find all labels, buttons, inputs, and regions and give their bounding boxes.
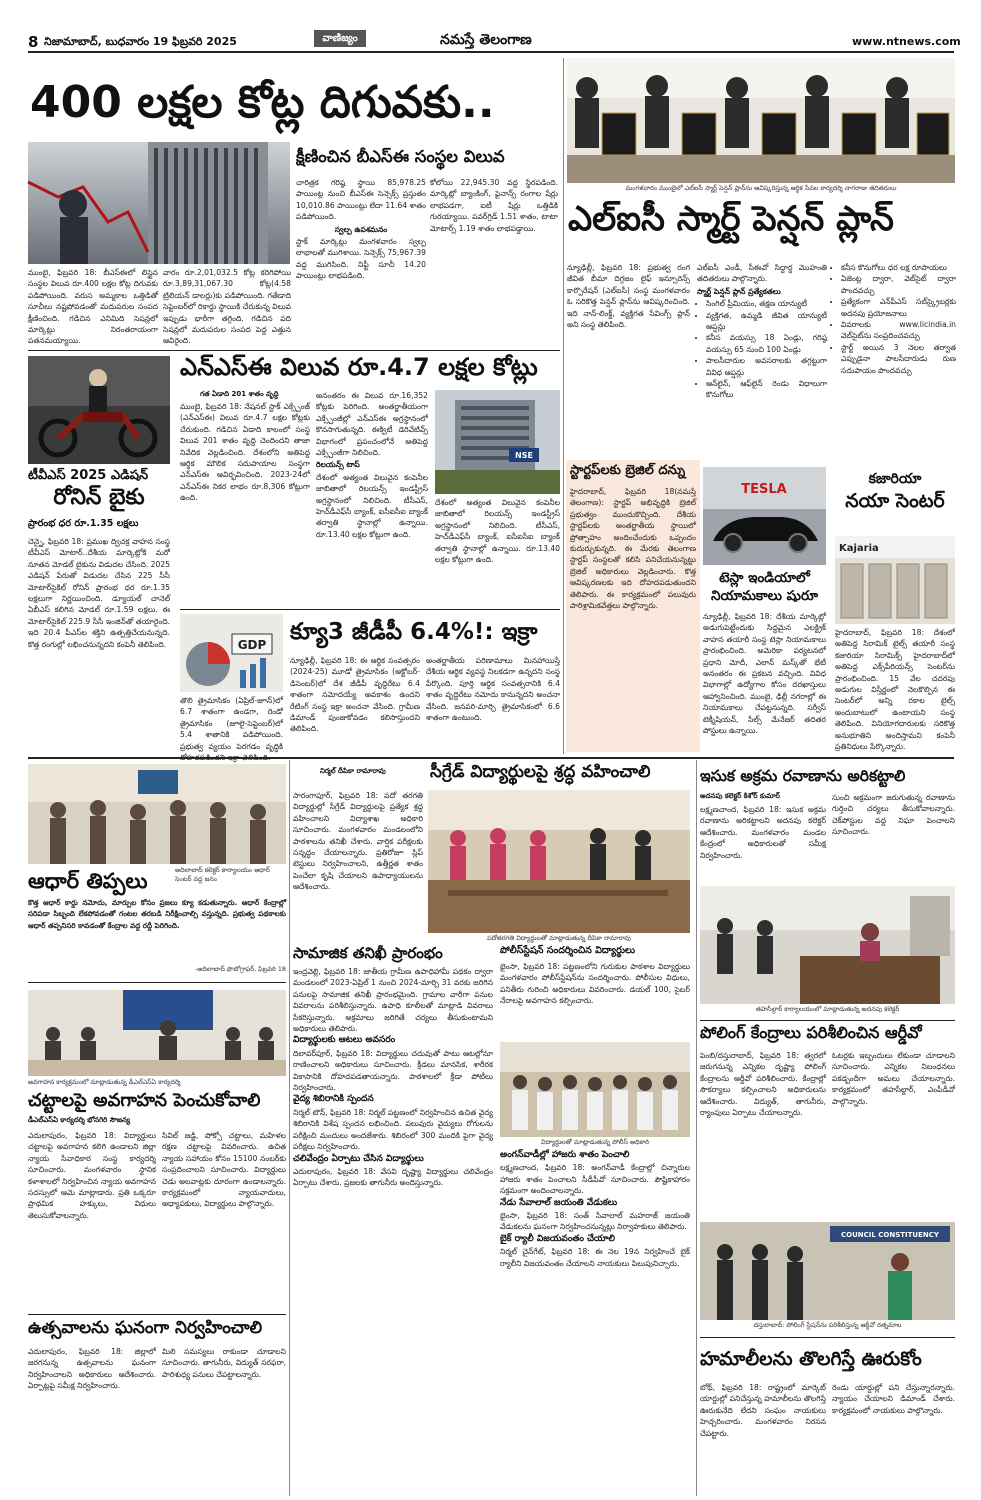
- nse-col2-text: అనంతరం ఈ విలువ రూ.16,352 కోట్లకు పెరిగింది. అంతర్జాతీయంగా ఎక్స్చేంజీల్లో ఎన్‌ఎస్‌ఈ అగ్రస్థానంలో కొనసాగుతున్నది. ఈక్విటీ డెరివేటివ్స్ విభాగంలో ప్రపంచంలోనే అతిపెద్ద ఎక్స్చేంజీగా నిలిచింది.: [316, 391, 428, 458]
- social-sub2: వైద్య శిబిరానికి స్పందన: [293, 1094, 374, 1105]
- kajaria-store-image: [835, 536, 955, 624]
- gdp-photo: [180, 614, 283, 692]
- ronin-headline2: రోనిన్ బైకు: [53, 485, 145, 510]
- chattalu-col2: సివిల్ జడ్జి, పోక్సో చట్టాలు, మహిళల రక్షణ చట్టాలపై వివరించారు. ఉచిత న్యాయ సహాయం కోసం 15100 నంబర్‌కు సంప్రదించాలని సూచించారు. విద్యార్థులు చెడు అలవాట్లకు దూరంగా ఉండాలన్నారు. కార్యక్రమంలో న్యాయవాదులు, అధ్యాపకులు, విద్యార్థులు పాల్గొన్నారు.: [162, 1131, 286, 1209]
- lic-feature: • ప్రత్యేకంగా ఎన్‌పీఎస్ సబ్‌స్క్రైబర్లకు అదనపు ప్రయోజనాలు: [841, 296, 956, 319]
- police-body4: నిర్మల్ చైన్‌గేట్, ఫిబ్రవరి 18: ఈ నెల 19న నిర్వహించే బైక్ ర్యాలీని విజయవంతం చేయాలని నాయకులు పిలుపునిచ్చారు.: [500, 1247, 690, 1268]
- lic-feature: • కనీస వయస్సు 18 ఏండ్లు, గరిష్ఠ వయస్సు 65 నుంచి 100 ఏండ్లు: [706, 332, 827, 355]
- police-col: [500, 1150, 690, 1495]
- s1-body-right3: కోలోయి 22,945.30 వద్ద స్థిరపడింది. మార్కెట్లో బ్యాంకింగ్, ఫైనాన్స్ రంగాల షేర్లు లాభపడగా, ఐటీ షేర్లు ఒత్తిడికి గురయ్యాయి. పవర్‌గ్రిడ్ 1.51 శాతం, టాటా మోటార్స్ 1.19 శాతం లాభపడ్డాయి.: [430, 178, 558, 233]
- chattalu-col1: ఎదులాపురం, ఫిబ్రవరి 18: విద్యార్థులు చట్టాలపై అవగాహన కలిగి ఉండాలని జిల్లా న్యాయ సేవాధికార సంస్థ కార్యదర్శి సూచించారు. మంగళవారం స్థానిక కళాశాలలో నిర్వహించిన న్యాయ అవగాహన సదస్సులో ఆమె మాట్లాడారు. ప్రతి ఒక్కరూ ప్రాథమిక హక్కులు, విధులు తెలుసుకోవాలన్నారు.: [28, 1131, 156, 1220]
- nse-subsection: రిలయన్స్ టాప్: [316, 460, 360, 470]
- police-headline: పోలీస్‌స్టేషన్ సందర్శించిన విద్యార్థులు: [500, 945, 636, 956]
- ronin-body: చెన్నై, ఫిబ్రవరి 18: ప్రముఖ ద్విచక్ర వాహన సంస్థ టీవీఎస్ మోటార్..దేశీయ మార్కెట్లోకి మరో నూతన మోడల్ బైకును విడుదల చేసింది. 2025 ఎడిషన్ పేరుతో విడుదల చేసిన 225 సీసీ మోటార్‌సైకిల్ రోనిన్ ప్రారంభ ధర రూ.1.35 లక్షలుగా నిర్ణయించింది. డ్యూయల్ చానెల్ ఏబీఎస్ కలిగిన మోడల్ రూ.1.59 లక్షలు. ఈ మోటార్‌సైకిల్ 225.9 సీసీ ఇంజిన్‌తో తయారైంది. ఇది 20.4 పీఎస్‌ల శక్తిని ఉత్పత్తిచేయనున్నది. కొత్త రంగుల్లో లభించనున్నదని కంపెనీ తెలిపింది.: [28, 537, 170, 649]
- police-sub1: అంగన్‌వాడీల్లో హాజరు శాతం పెంచాలి: [500, 1150, 630, 1160]
- lic-photo: [567, 58, 955, 183]
- page-number: 8: [28, 33, 39, 51]
- lic-feature: • వివరాలకు www.licindia.in వెబ్‌సైట్‌ను సంప్రదించవచ్చు: [841, 319, 956, 342]
- chattalu-caption: అవగాహన కార్యక్రమంలో మాట్లాడుతున్న డీఎల్‌ఎస్‌ఏ కార్యదర్శి: [28, 1078, 181, 1086]
- lic-caption: మంగళవారం ముంబైలో ఎల్‌ఐసీ స్మార్ట్ పెన్షన్ ప్లాన్‌ను ఆవిష్కరిస్తున్న ఆర్థిక సేవల కార్యదర్శి నాగరాజు తదితరులు: [625, 184, 897, 192]
- police-photo: [500, 1042, 690, 1137]
- lic-col2-intro: ఎల్‌ఐసీ ఎండీ, సీఈవో సిద్ధార్థ మొహంతి తదితరులు పాల్గొన్నారు.: [697, 263, 827, 284]
- sand-col1: లక్ష్మణచాంద, ఫిబ్రవరి 18: ఇసుక అక్రమ రవాణాను అరికట్టాలని అదనపు కలెక్టర్ ఆదేశించారు. మంగళవారం మండల కేంద్రంలో అధికారులతో సమీక్ష నిర్వహించారు.: [700, 805, 826, 860]
- brazil-body: హైదరాబాద్, ఫిబ్రవరి 18(నమస్తే తెలంగాణ): స్టార్టప్ అభివృద్ధికి బ్రెజిల్ ప్రభుత్వం ముందుకొచ్చింది. దేశీయ స్టార్టప్‌లకు అంతర్జాతీయ స్థాయిలో ప్రోత్సాహం అందించేందుకు ఒప్పందం కుదుర్చుకున్నది. ఈ మేరకు తెలంగాణ స్టార్టప్ సంస్థలతో కలిసి పనిచేయనున్నట్టు బ్రెజిల్ అధికారులు వెల్లడించారు. కొత్త ఆవిష్కరణలకు ఇది దోహదపడుతుందని తెలిపారు. ఈ కార్యక్రమంలో పలువురు పారిశ్రామికవేత్తలు పాల్గొన్నారు.: [570, 487, 696, 611]
- seegrade-caption: పదోతరగతి విద్యార్థులతో మాట్లాడుతున్న దీపికా రామారావు: [487, 934, 631, 942]
- hamali-headline: హమాలీలను తొలగిస్తే ఊరుకోం: [700, 1348, 922, 1370]
- tesla-car-image: [703, 467, 826, 565]
- nse-col1: ముంబై, ఫిబ్రవరి 18: నేషనల్ స్టాక్ ఎక్స్చేంజ్ (ఎన్‌ఎస్‌ఈ) విలువ రూ.4.7 లక్షల కోట్లకు చేరుకుంది. గడిచిన ఏడాది కాలంలో సంస్థ విలువ 201 శాతం వృద్ధి చెందిందని తాజా నివేదిక వెల్లడించింది. దేశంలోని అతిపెద్ద ఆర్థిక మౌలిక సదుపాయాల సంస్థగా ఎన్‌ఎస్‌ఈ ఆవిర్భవించింది. 2023-24లో ఎన్‌ఎస్‌ఈ నికర లాభం రూ.8,306 కోట్లుగా ఉంది.: [180, 402, 310, 503]
- lic-feature: • సింగిల్ ప్రీమియం, తక్షణ యాన్యుటీ: [706, 298, 827, 309]
- utsav-col2: మిలి సమస్యలు రాకుండా చూడాలని సూచించారు. తాగునీరు, విద్యుత్ సరఫరా, పారిశుధ్య పనులు చేపట్టాలన్నారు.: [162, 1347, 286, 1379]
- nse-col3-text: దేశంలో అత్యంత విలువైన కంపెనీల జాబితాలో రిలయన్స్ ఇండస్ట్రీస్ అగ్రస్థానంలో నిలిచింది. టీసీఎస్, హెచ్‌డీఎఫ్‌సీ బ్యాంక్, ఐసీఐసీఐ బ్యాంక్ తర్వాతి స్థానాల్లో ఉన్నాయి. రూ.13.40 లక్షల కోట్లుగా ఉంది.: [316, 472, 428, 539]
- polling-headline: పోలింగ్ కేంద్రాలు పరిశీలించిన ఆర్డీవో: [700, 1023, 922, 1042]
- kajaria-body: హైదరాబాద్, ఫిబ్రవరి 18: దేశంలో అతిపెద్ద సిరామిక్ టైల్స్ తయారీ సంస్థ కజారియా సిరామిక్స్ హైదరాబాద్‌లో అతిపెద్ద ఎక్స్‌పీరియన్స్ సెంటర్‌ను ప్రారంభించింది. 15 వేల చదరపు అడుగుల విస్తీర్ణంలో నెలకొల్పిన ఈ సెంటర్‌లో అన్ని రకాల టైల్స్ అందుబాటులో ఉంటాయని సంస్థ తెలిపింది. వినియోగదారులకు సరికొత్త అనుభూతిని అందిస్తామని కంపెనీ ప్రతినిధులు పేర్కొన్నారు.: [835, 628, 955, 752]
- nse-col3: దేశంలో అత్యంత విలువైన కంపెనీల జాబితాలో రిలయన్స్ ఇండస్ట్రీస్ అగ్రస్థానంలో నిలిచింది. టీసీఎస్, హెచ్‌డీఎఫ్‌సీ బ్యాంక్, ఐసీఐసీఐ బ్యాంక్ తర్వాతి స్థానాల్లో ఉన్నాయి. రూ.13.40 లక్షల కోట్లుగా ఉంది.: [435, 498, 560, 565]
- paper-name: నమస్తే తెలంగాణ: [440, 32, 532, 48]
- seegrade-headline: సీగ్రేడ్ విద్యార్థులపై శ్రద్ధ వహించాలి: [430, 762, 651, 782]
- gdp-col3: అంతర్జాతీయ పరిణామాలు మినహాయిస్తే దేశీయ ఆర్థిక వ్యవస్థ నిలకడగా ఉన్నదని సంస్థ పేర్కొంది. పూర్తి ఆర్థిక సంవత్సరానికి 6.4 శాతం వృద్ధిరేటు నమోదు కానున్నదని అంచనా వేసింది. జనవరి-మార్చి త్రైమాసికంలో 6.6 శాతంగా ఉంటుంది.: [426, 656, 560, 723]
- lic-feature: • స్టార్ట్ అయిన 3 నెలల తర్వాత ఎప్పుడైనా పాలసీదారుడు రుణ సదుపాయం పొందవచ్చు: [841, 342, 956, 376]
- social-sub3: చలివేంద్రం ఏర్పాటు చేసిన విద్యార్థులు: [293, 1153, 424, 1164]
- lic-feature: • ఆన్‌లైన్, ఆఫ్‌లైన్ రెండు విధాలుగా కొనుగోలు: [706, 378, 827, 401]
- brazil-headline: స్టార్టప్‌లకు బ్రెజిల్ దన్ను: [570, 463, 686, 478]
- ronin-photo: [28, 356, 170, 464]
- lic-launch-image: [567, 58, 955, 183]
- police-sub3: బైక్ ర్యాలీ విజయవంతం చేయాలి: [500, 1233, 615, 1244]
- polling-col2: ఓటర్లకు ఇబ్బందులు లేకుండా చూడాలని సూచించారు. ఎన్నికల నిబంధనలు పకడ్బందీగా అమలు చేయాలన్నారు. కార్యక్రమంలో తహసీల్దార్, ఎంపీడీవో పాల్గొన్నారు.: [832, 1051, 955, 1106]
- utsav-col1: ఎదులాపురం, ఫిబ్రవరి 18: జిల్లాలో జరగనున్న ఉత్సవాలను ఘనంగా నిర్వహించాలని అధికారులు ఆదేశించారు. ఏర్పాట్లపై సమీక్ష నిర్వహించారు.: [28, 1347, 156, 1391]
- police-sub2: నేడు సేవాలాల్ జయంతి వేడుకలు: [500, 1197, 618, 1208]
- lic-col1: న్యూఢిల్లీ, ఫిబ్రవరి 18: ప్రభుత్వ రంగ జీవిత బీమా దిగ్గజం లైఫ్ ఇన్సూరెన్స్ కార్పొరేషన్ (ఎల్‌ఐసీ) సంస్థ మంగళవారం ఓ సరికొత్త పెన్షన్ ప్లాన్‌ను ఆవిష్కరించింది. ఇది నాన్-లింక్డ్, వ్యక్తిగత సేవింగ్స్ ప్లాన్ అని సంస్థ తెలిపింది.: [567, 263, 690, 330]
- kajaria-headline2: నయా సెంటర్: [845, 490, 945, 512]
- tesla-photo: [703, 467, 826, 565]
- divider: [28, 982, 286, 983]
- aadhar-body: కొత్త ఆధార్ కార్డు నమోదు, మార్పుల కోసం ప్రజలు క్యూ కడుతున్నారు. ఆధార్ కేంద్రాల్లో సరిపడా సిబ్బంది లేకపోవడంతో గంటల తరబడి నిరీక్షించాల్సి వస్తున్నది. ప్రభుత్వ పథకాలకు ఆధార్ తప్పనిసరి కావడంతో కేంద్రాల వద్ద రద్దీ పెరిగింది.: [28, 898, 286, 930]
- polling-caption: దస్తురాబాద్: పోలింగ్ స్టేషన్‌ను పరిశీలిస్తున్న ఆర్డీవో రత్నమాల: [753, 1321, 902, 1329]
- police-caption: విద్యార్థులతో మాట్లాడుతున్న పోలీస్ అధికారి: [541, 1138, 649, 1146]
- polling-col1: పెంబి/దస్తురాబాద్, ఫిబ్రవరి 18: త్వరలో జరుగనున్న ఎన్నికల దృష్ట్యా పోలింగ్ కేంద్రాలను ఆర్డీవో పరిశీలించారు. కేంద్రాల్లో సౌకర్యాలు కల్పించాలని అధికారులను ఆదేశించారు. విద్యుత్, తాగునీరు, ర్యాంపులు ఏర్పాటు చేయాలన్నారు.: [700, 1051, 826, 1118]
- police-body: భైంసా, ఫిబ్రవరి 18: పట్టణంలోని గురుకుల పాఠశాల విద్యార్థులు మంగళవారం పోలీస్‌స్టేషన్‌ను సందర్శించారు. పోలీసుల విధులు, పనితీరు గురించి అధికారులు వివరించారు. డయల్ 100, సైబర్ నేరాలపై అవగాహన కల్పించారు.: [500, 962, 690, 1006]
- svg-text:GDP: GDP: [237, 638, 267, 652]
- nse-building-image: [435, 390, 560, 494]
- police-body2: లక్ష్మణచాంద, ఫిబ్రవరి 18: అంగన్‌వాడీ కేంద్రాల్లో చిన్నారుల హాజరు శాతం పెంచాలని సీడీపీవో సూచించారు. పౌష్టికాహారం సక్రమంగా అందించాలన్నారు.: [500, 1163, 690, 1196]
- divider: [180, 609, 560, 610]
- dateline: నిజామాబాద్, బుధవారం 19 ఫిబ్రవరి 2025: [44, 35, 237, 48]
- s1-subhead: క్షీణించిన బీఎస్‌ఈ సంస్థల విలువ: [296, 147, 505, 166]
- hamali-col2: రెండు యార్డుల్లో పని చేస్తున్నారన్నారు. న్యాయం చేయాలని డిమాండ్ చేశారు. కార్యక్రమంలో నాయకులు పాల్గొన్నారు.: [832, 1383, 955, 1415]
- motorcycle-image: [28, 356, 170, 464]
- ronin-price: ప్రారంభ ధర రూ.1.35 లక్షలు: [28, 518, 139, 529]
- masthead-rule: [28, 51, 954, 53]
- tesla-headline2: నియామకాలు షురూ: [710, 588, 818, 604]
- nse-col2: [316, 390, 428, 606]
- paper-url[interactable]: www.ntnews.com: [852, 35, 961, 48]
- sand-byline: అదనపు కలెక్టర్ కిశోర్ కుమార్: [700, 792, 780, 800]
- kajaria-headline1: కజారియా: [868, 471, 922, 487]
- masthead: [0, 0, 981, 52]
- gdp-headline: క్యూ3 జీడీపీ 6.4%!: ఇక్రా: [290, 619, 538, 645]
- gdp-chart-image: [180, 614, 283, 692]
- brazil-box: [566, 460, 700, 752]
- social-body2: దిలావర్‌పూర్, ఫిబ్రవరి 18: విద్యార్థులు చదువుతో పాటు ఆటల్లోనూ రాణించాలని అధికారులు సూచించారు. క్రీడలు మానసిక, శారీరక వికాసానికి దోహదపడతాయన్నారు. పాఠశాలలో క్రీడా పోటీలు నిర్వహించారు.: [293, 1048, 493, 1093]
- sand-col2: సుంచి అక్రమంగా జరుగుతున్న రవాణాను గుర్తించి చర్యలు తీసుకోవాలన్నారు. చెక్‌పోస్టుల వద్ద నిఘా పెంచాలని సూచించారు.: [832, 793, 955, 837]
- s1-headline: 400 లక్షల కోట్ల దిగువకు..: [30, 77, 495, 128]
- social-col: [293, 966, 493, 1496]
- lic-col3: [832, 262, 956, 444]
- divider: [28, 1314, 286, 1315]
- s1-body-mid: వారం రూ.2,01,032.5 కోట్ల కరిగిపోయి రూ.3,89,31,067.30 కోట్ల(4.58 ట్రిలియన్ డాలర్లు)కు పడిపోయింది. గతేడాది సెప్టెంబర్‌లో రికార్డు స్థాయికి చేరుకున్న విలువ ఇప్పుడు భారీగా తగ్గింది. గడిచిన పది సెషన్లలో మదుపరుల సంపద పెద్ద ఎత్తున ఆవిరైంది.: [163, 268, 291, 346]
- gdp-col1: తొలి త్రైమాసికం (ఏప్రిల్-జూన్)లో 6.7 శాతంగా ఉండగా, రెండో త్రైమాసికం (జూలై-సెప్టెంబర్)లో 5.4 శాతానికి పడిపోయింది. ప్రభుత్వ వ్యయం పెరగడం వృద్ధికి: [180, 696, 283, 751]
- mid-rule: [28, 757, 954, 759]
- office-meeting-image: [700, 886, 955, 1004]
- nse-bullet: గత ఏడాది 201 శాతం వృద్ధి: [200, 390, 279, 398]
- lic-feature: • ఏజెంట్ల ద్వారా, వెబ్‌సైట్ ద్వారా పొందవచ్చు: [841, 273, 956, 296]
- lic-feature: • వ్యక్తిగత, ఉమ్మడి జీవిత యాన్యుటీ ఆప్షన్లు: [706, 310, 827, 333]
- aadhar-headline: ఆధార్ తిప్పలు: [28, 869, 148, 893]
- police-body3: భైంసా, ఫిబ్రవరి 18: సంత్ సేవాలాల్ మహరాజ్ జయంతి వేడుకలను ఘనంగా నిర్వహించనున్నట్లు నిర్వాహకులు తెలిపారు.: [500, 1211, 690, 1232]
- s1-body-left: ముంబై, ఫిబ్రవరి 18: బీఎస్‌ఈలో లిస్టైన సంస్థల విలువ రూ.400 లక్షల కోట్ల దిగువకు పడిపోయింది. వరుస అమ్మకాల ఒత్తిడితో సూచీలు నష్టపోవడంతో మదుపరుల సంపద క్షీణించింది. గడిచిన ఎనిమిది సెషన్లలో మార్కెట్లు నిరంతరాయంగా పతనమయ్యాయి.: [28, 268, 158, 346]
- seegrade-col1: సారంగాపూర్, ఫిబ్రవరి 18: పదో తరగతి విద్యార్థుల్లో సీగ్రేడ్ విద్యార్థులపై ప్రత్యేక శ్రద్ధ వహించాలని విద్యాశాఖ అధికారి సూచించారు. మంగళవారం మండలంలోని పాఠశాలను తనిఖీ చేశారు. వార్షిక పరీక్షలకు సన్నద్ధం చేయాలన్నారు. ప్రతిరోజూ స్లిప్ టెస్టులు నిర్వహించాలని, ఉత్తీర్ణత శాతం పెంచేలా కృషి చేయాలని ఉపాధ్యాయులను ఆదేశించారు.: [293, 791, 423, 892]
- lic-feature: • కనీస కొనుగోలు ధర లక్ష రూపాయలు: [841, 262, 956, 273]
- social-headline: సామాజిక తనిఖీ ప్రారంభం: [293, 944, 443, 962]
- lic-headline: ఎల్‌ఐసీ స్మార్ట్ పెన్షన్ ప్లాన్: [568, 199, 894, 239]
- section-tag: వాణిజ్యం: [314, 30, 366, 47]
- students-image: [500, 1042, 690, 1137]
- nse-headline: ఎన్‌ఎస్‌ఈ విలువ రూ.4.7 లక్షల కోట్లు: [180, 353, 538, 381]
- polling-banner: COUNCIL CONSTITUENCY: [841, 1231, 939, 1239]
- social-sub1: విద్యార్థులకు ఆటలు అవసరం: [293, 1035, 396, 1046]
- lic-col2: [697, 262, 827, 444]
- seegrade-photo: [428, 790, 690, 933]
- gdp-col2: న్యూఢిల్లీ, ఫిబ్రవరి 18: ఈ ఆర్థిక సంవత్సరం (2024-25) మూడో త్రైమాసికం (అక్టోబర్-డిసెంబర్)లో దేశ జీడీపీ వృద్ధిరేటు 6.4 శాతంగా నమోదయ్యే అవకాశం ఉందని రేటింగ్ సంస్థ ఇక్రా అంచనా వేసింది. గ్రామీణ డిమాండ్ పుంజుకోవడం కలిసొస్తుందని తెలిపింది.: [290, 656, 420, 734]
- utsav-headline: ఉత్సవాలను ఘనంగా నిర్వహించాలి: [28, 1318, 263, 1338]
- social-body: ఇంద్రవెల్లి, ఫిబ్రవరి 18: జాతీయ గ్రామీణ ఉపాధిహామీ పథకం ద్వారా మండలంలో 2023-ఏప్రిల్ 1 నుంచి 2024-మార్చి 31 వరకు జరిగిన పనులపై సామాజిక తనిఖీ ప్రారంభమైంది. గ్రామాల వారీగా పనుల వివరాలను పరిశీలిస్తున్నారు. ఉపాధి కూలీలతో మాట్లాడి వివరాలు సేకరిస్తున్నారు. అక్రమాలు జరిగితే చర్యలు తీసుకుంటామని అధికారులు తెలిపారు.: [293, 967, 493, 1034]
- sand-caption: తహసీల్దార్ కార్యాలయంలో మాట్లాడుతున్న అదనపు కలెక్టర్: [755, 1005, 900, 1013]
- bse-photo: [28, 142, 290, 264]
- aadhar-caption: అదిలాబాద్ కలెక్టర్ కార్యాలయం ఆధార్ సెంటర్ వద్ద జనం: [175, 866, 270, 883]
- kajaria-photo: [835, 536, 955, 624]
- tesla-body: న్యూఢిల్లీ, ఫిబ్రవరి 18: దేశీయ మార్కెట్లో అడుగుపెట్టేందుకు సిద్ధమైన ఎలక్ట్రిక్ వాహన తయారీ సంస్థ టెస్లా నియామకాలు ప్రారంభించింది. అమెరికా పర్యటనలో ప్రధాని మోదీ, ఎలాన్ మస్క్‌తో భేటీ అనంతరం ఈ ప్రకటన వచ్చింది. వివిధ విభాగాల్లో ఉద్యోగాల కోసం దరఖాస్తులు ఆహ్వానించింది. ముంబై, ఢిల్లీ నగరాల్లో ఈ నియామకాలు చేపట్టనున్నది. సర్వీస్ టెక్నీషియన్, సేల్స్ మేనేజర్ తదితర పోస్టులు ఉన్నాయి.: [703, 612, 826, 736]
- divider: [700, 1020, 955, 1021]
- seegrade-byline: నిర్మల్ దీపికా రామారావు: [320, 767, 386, 775]
- nse-photo: [435, 390, 560, 494]
- lic-features-title: స్మార్ట్ పెన్షన్ ప్లాన్ ప్రత్యేకతలు: [697, 286, 781, 296]
- lic-feature: • పాలసీదారుల అవసరాలకు తగ్గట్టుగా వివిధ ఆప్షన్లు: [706, 355, 827, 378]
- tesla-headline1: టెస్లా ఇండియాలో: [719, 570, 810, 586]
- sand-photo: [700, 886, 955, 1004]
- social-body3: నిర్మల్ టౌన్, ఫిబ్రవరి 18: నిర్మల్ పట్టణంలో నిర్వహించిన ఉచిత వైద్య శిబిరానికి విశేష స్పందన లభించింది. పలువురు వైద్యులు రోగులను పరీక్షించి మందులు అందజేశారు. శిబిరంలో 300 మందికి పైగా వైద్య పరీక్షలు నిర్వహించారు.: [293, 1107, 493, 1152]
- divider: [28, 350, 560, 351]
- chattalu-byline: డీఎల్‌ఎస్‌ఏ కార్యదర్శి భోనగిరి సౌజన్య: [28, 1116, 131, 1124]
- column-rule: [696, 760, 697, 1496]
- column-rule: [289, 760, 290, 1496]
- s1-subsection: స్వల్ప ఉపశమనం: [334, 224, 388, 234]
- lic-features-list-2: [832, 262, 956, 376]
- chattalu-photo: [28, 990, 286, 1076]
- s1-body-right2-text: స్టాక్ మార్కెట్లు మంగళవారం స్వల్ప లాభాలతో ముగిశాయి. సెన్సెక్స్ 75,967.39 వద్ద ముగిసింది. నిఫ్టీ సూచీ 14.20 పాయింట్లు లాభపడింది.: [296, 237, 426, 281]
- polling-photo: [700, 1222, 955, 1320]
- s1-body-right1-text: చారిత్రక గరిష్ఠ స్థాయి 85,978.25 పాయింట్ల నుంచి బీఎస్‌ఈ సెన్సెక్స్ ప్రస్తుతం 10,010.86 పాయింట్లు లేదా 11.64 శాతం పడిపోయింది.: [296, 178, 426, 222]
- svg-text:NSE: NSE: [515, 451, 533, 460]
- svg-text:Kajaria: Kajaria: [839, 543, 879, 554]
- sand-headline: ఇసుక అక్రమ రవాణాను అరికట్టాలి: [700, 767, 906, 785]
- tesla-logo: TESLA: [741, 482, 787, 497]
- s1-body-right1: [296, 177, 426, 347]
- bse-building-image: [28, 142, 290, 264]
- divider: [700, 1337, 955, 1338]
- aadhar-queue-image: [28, 764, 286, 864]
- chattalu-headline: చట్టాలపై అవగాహన పెంచుకోవాలి: [28, 1090, 261, 1111]
- social-body4: ఎదులాపురం, ఫిబ్రవరి 18: వేసవి దృష్ట్యా విద్యార్థులు చలివేంద్రం ఏర్పాటు చేశారు. ప్రజలకు తాగునీరు అందిస్తున్నారు.: [293, 1166, 493, 1188]
- classroom-image: [428, 790, 690, 933]
- aadhar-photo: [28, 764, 286, 864]
- hamali-col1: బోథ్, ఫిబ్రవరి 18: రాష్ట్రంలో మార్కెట్ యార్డుల్లో పనిచేస్తున్న హమాలీలను తొలగిస్తే ఊరుకునేది లేదని సంఘం నాయకులు హెచ్చరించారు. మంగళవారం నిరసన చేపట్టారు.: [700, 1383, 826, 1438]
- awareness-meeting-image: [28, 990, 286, 1076]
- aadhar-credit: -అదిలాబాద్ ఫొటోగ్రాఫర్, ఫిబ్రవరి 18: [194, 965, 286, 973]
- ronin-headline1: టీవీఎస్ 2025 ఎడిషన్: [28, 468, 149, 483]
- lic-features-list: [697, 298, 827, 401]
- column-rule: [563, 58, 564, 754]
- polling-station-image: [700, 1222, 955, 1320]
